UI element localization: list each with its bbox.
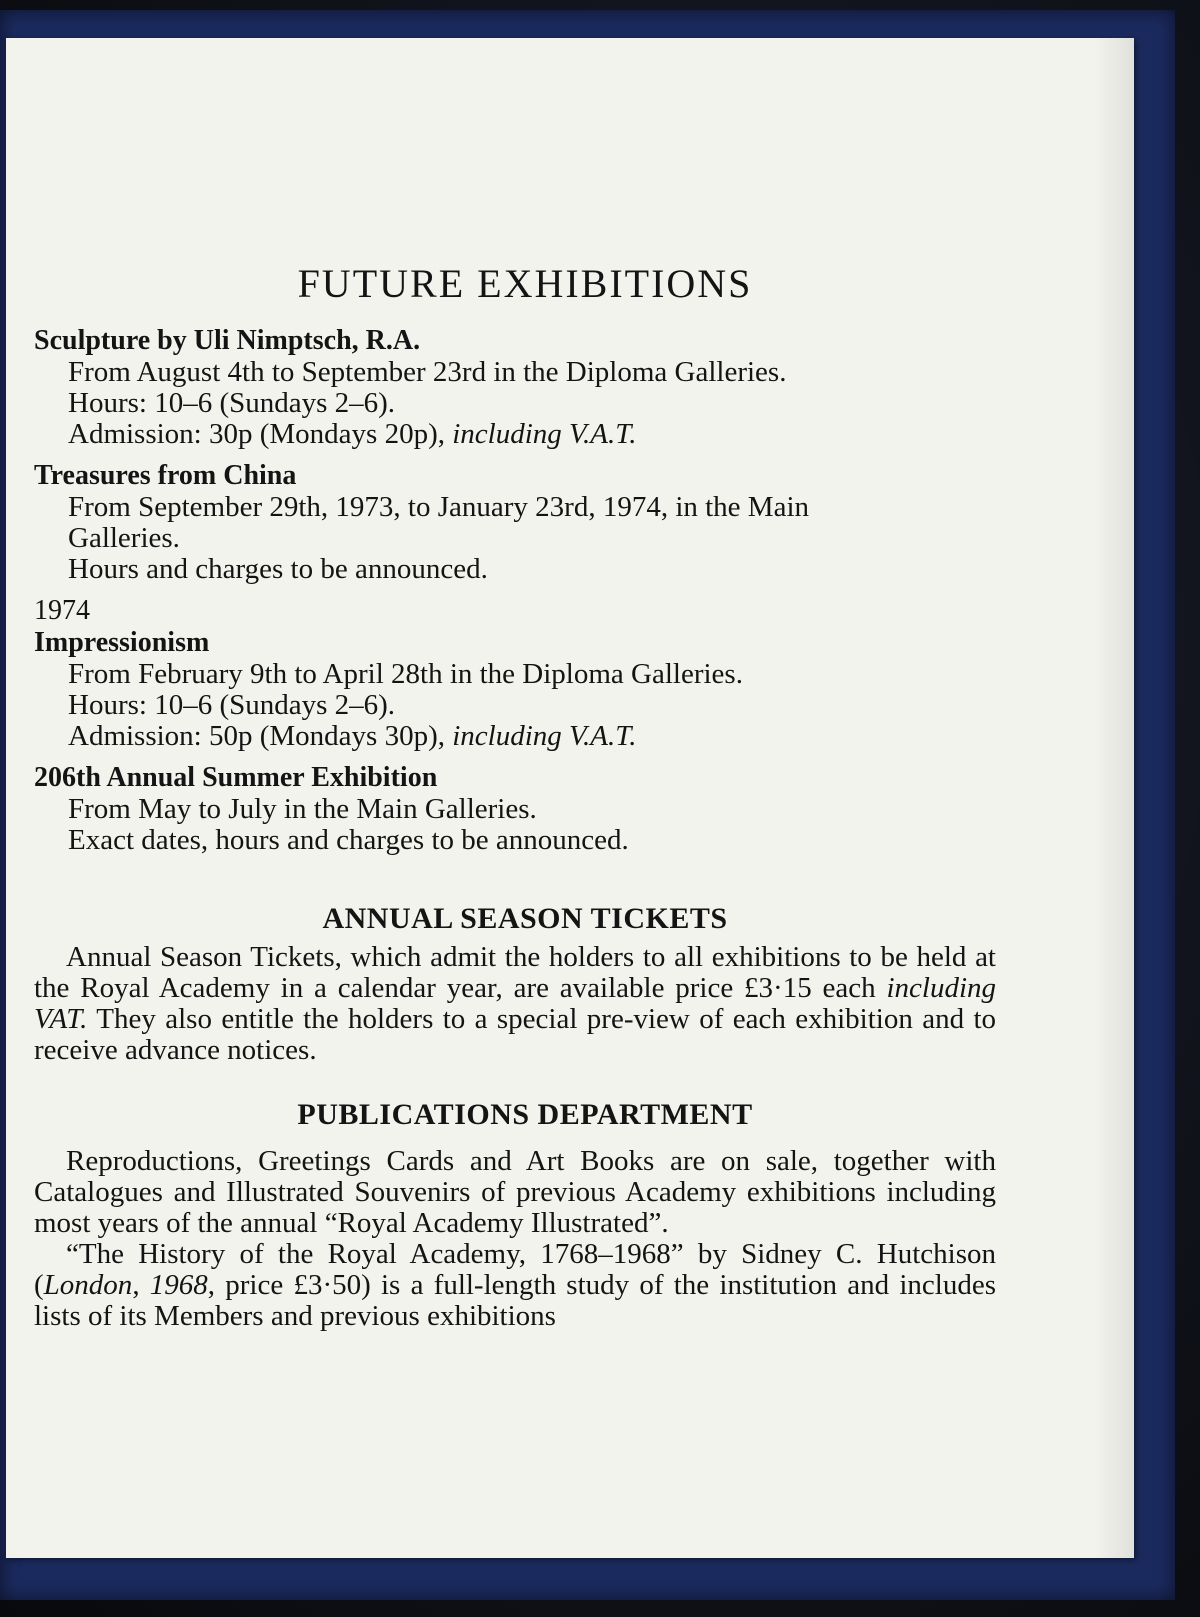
- exhibition-line: Hours and charges to be announced.: [68, 553, 488, 585]
- exhibition-line: Exact dates, hours and charges to be announced.: [68, 824, 629, 856]
- exhibition-title: Treasures from China: [34, 460, 297, 491]
- exhibition-admission: [34, 419, 996, 450]
- exhibition-title: 206th Annual Summer Exhibition: [34, 762, 438, 793]
- season-text: They also entitle the holders to a special pre-view of each exhibition and to receive advance notices.: [34, 1003, 997, 1066]
- exhibition-line: From February 9th to April 28th in the Diploma Galleries.: [68, 658, 743, 690]
- exhibition-admission: [34, 721, 996, 752]
- exhibition-entry: [34, 762, 996, 856]
- exhibition-entry: [34, 325, 996, 450]
- exhibition-line: From August 4th to September 23rd in the Diploma Galleries.: [68, 356, 787, 388]
- publications-paragraph: [34, 1239, 996, 1332]
- exhibition-line: Hours: 10–6 (Sundays 2–6).: [68, 689, 396, 721]
- book-page: [6, 38, 1134, 1558]
- admission-text: Admission: 50p (Mondays 30p),: [68, 720, 445, 752]
- publications-text: , price £3·50) is a full-length study of the institution and includes lists of its Members and previous exhibitions: [34, 1269, 996, 1332]
- exhibition-line: Hours: 10–6 (Sundays 2–6).: [68, 387, 396, 419]
- exhibition-entry: [34, 460, 996, 585]
- season-tickets-heading: ANNUAL SEASON TICKETS: [322, 902, 728, 935]
- publications-text: “The History of the Royal Academy, 1768–1968” by Sidney C. Hutchison (: [34, 1238, 996, 1301]
- year-label: 1974: [34, 595, 90, 626]
- exhibition-line: Galleries.: [68, 522, 180, 554]
- publications-italic: London: [43, 1269, 133, 1301]
- publications-paragraph: Reproductions, Greetings Cards and Art Books are on sale, together with Catalogues and Illustrated Souvenirs of previous Academy exhibitions including most years of the annual “Royal Academy Illustrated”.: [34, 1145, 996, 1239]
- season-tickets-paragraph: [34, 942, 996, 1066]
- exhibition-title: Impressionism: [34, 627, 210, 658]
- admission-vat: including V.A.T.: [452, 418, 637, 450]
- exhibition-entry: [34, 627, 996, 752]
- page-shade: [1094, 38, 1134, 1558]
- season-vat: including VAT.: [34, 972, 997, 1035]
- admission-text: Admission: 30p (Mondays 20p),: [68, 418, 445, 450]
- exhibition-line: From May to July in the Main Galleries.: [68, 793, 537, 825]
- publications-heading: PUBLICATIONS DEPARTMENT: [297, 1098, 753, 1131]
- publications-italic: 1968: [149, 1269, 208, 1301]
- season-text: Annual Season Tickets, which admit the holders to all exhibitions to be held at the Royal Academy in a calendar year, are available price £3·15 each: [34, 941, 996, 1004]
- spacer: [34, 866, 996, 902]
- page-content: [34, 260, 996, 1332]
- exhibition-title: Sculpture by Uli Nimptsch, R.A.: [34, 325, 421, 356]
- publications-text: ,: [132, 1269, 140, 1301]
- admission-vat: including V.A.T.: [452, 720, 637, 752]
- publications-section: [34, 1098, 996, 1332]
- future-exhibitions-heading: FUTURE EXHIBITIONS: [297, 261, 753, 306]
- exhibition-line: From September 29th, 1973, to January 23rd, 1974, in the Main: [68, 491, 810, 523]
